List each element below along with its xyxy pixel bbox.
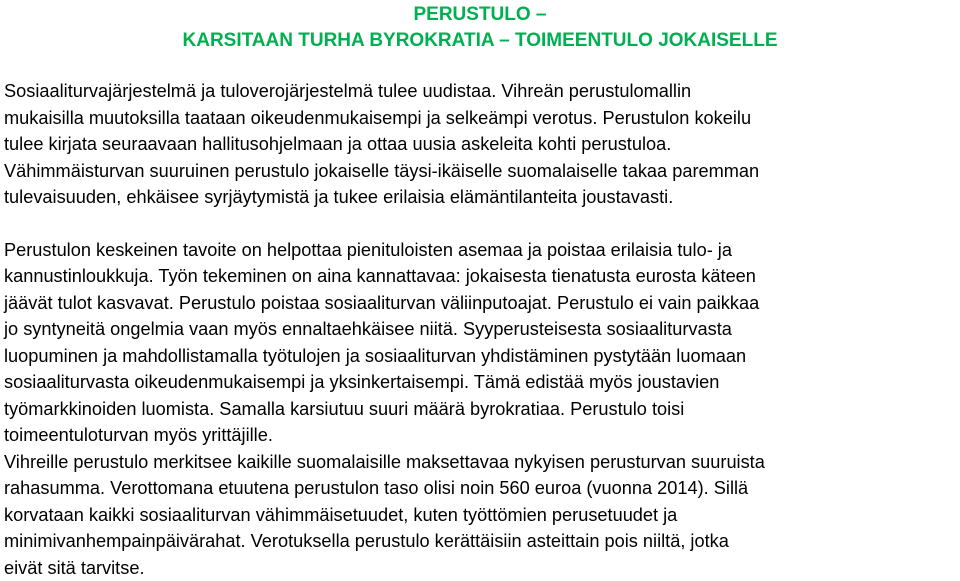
paragraph-3-line: rahasumma. Verottomana etuutena perustulon taso olisi noin 560 euroa (vuonna 2014). Sillä xyxy=(4,475,960,502)
paragraph-3-line: korvataan kaikki sosiaaliturvan vähimmäisetuudet, kuten työttömien perusetuudet ja xyxy=(4,502,960,529)
paragraph-1-line: tulevaisuuden, ehkäisee syrjäytymistä ja tukee erilaisia elämäntilanteita joustavasti. xyxy=(4,184,960,211)
paragraph-2-line: jäävät tulot kasvavat. Perustulo poistaa sosiaaliturvan väliinputoajat. Perustulo ei vain paikkaa xyxy=(4,290,960,317)
paragraph-1-line: Sosiaaliturvajärjestelmä ja tuloverojärjestelmä tulee uudistaa. Vihreän perustulomallin xyxy=(4,78,960,105)
paragraph-2-line: työmarkkinoiden luomista. Samalla karsiutuu suuri määrä byrokratiaa. Perustulo toisi xyxy=(4,396,960,423)
paragraph-gap xyxy=(4,211,960,237)
paragraph-3-line: Vihreille perustulo merkitsee kaikille suomalaisille maksettavaa nykyisen perusturvan suuruista xyxy=(4,449,960,476)
paragraph-3 xyxy=(4,449,960,581)
paragraph-2 xyxy=(4,237,960,449)
paragraph-1-line: Vähimmäisturvan suuruinen perustulo jokaiselle täysi-ikäiselle suomalaiselle takaa paremman xyxy=(4,158,960,185)
paragraph-2-line: jo syntyneitä ongelmia vaan myös ennaltaehkäisee niitä. Syyperusteisesta sosiaaliturvasta xyxy=(4,316,960,343)
paragraph-2-line: luopuminen ja mahdollistamalla työtulojen ja sosiaaliturvan yhdistäminen pystytään luomaan xyxy=(4,343,960,370)
title-line-2: KARSITAAN TURHA BYROKRATIA – TOIMEENTULO JOKAISELLE xyxy=(0,28,960,54)
paragraph-2-line: toimeentuloturvan myös yrittäjille. xyxy=(4,422,960,449)
paragraph-1 xyxy=(4,78,960,211)
document-title xyxy=(0,2,960,54)
paragraph-1-line: mukaisilla muutoksilla taataan oikeudenmukaisempi ja selkeämpi verotus. Perustulon kokeilu xyxy=(4,105,960,132)
title-line-1: PERUSTULO – xyxy=(0,2,960,28)
paragraph-1-line: tulee kirjata seuraavaan hallitusohjelmaan ja ottaa uusia askeleita kohti perustuloa. xyxy=(4,131,960,158)
paragraph-2-line: sosiaaliturvasta oikeudenmukaisempi ja yksinkertaisempi. Tämä edistää myös joustavien xyxy=(4,369,960,396)
paragraph-3-line: eivät sitä tarvitse. xyxy=(4,555,960,581)
paragraph-2-line: Perustulon keskeinen tavoite on helpottaa pienituloisten asemaa ja poistaa erilaisia tulo- ja xyxy=(4,237,960,264)
paragraph-2-line: kannustinloukkuja. Työn tekeminen on aina kannattavaa: jokaisesta tienatusta eurosta käteen xyxy=(4,263,960,290)
paragraph-3-line: minimivanhempainpäivärahat. Verotuksella perustulo kerättäisiin asteittain pois niiltä, jotka xyxy=(4,528,960,555)
title-spacer xyxy=(4,54,960,78)
